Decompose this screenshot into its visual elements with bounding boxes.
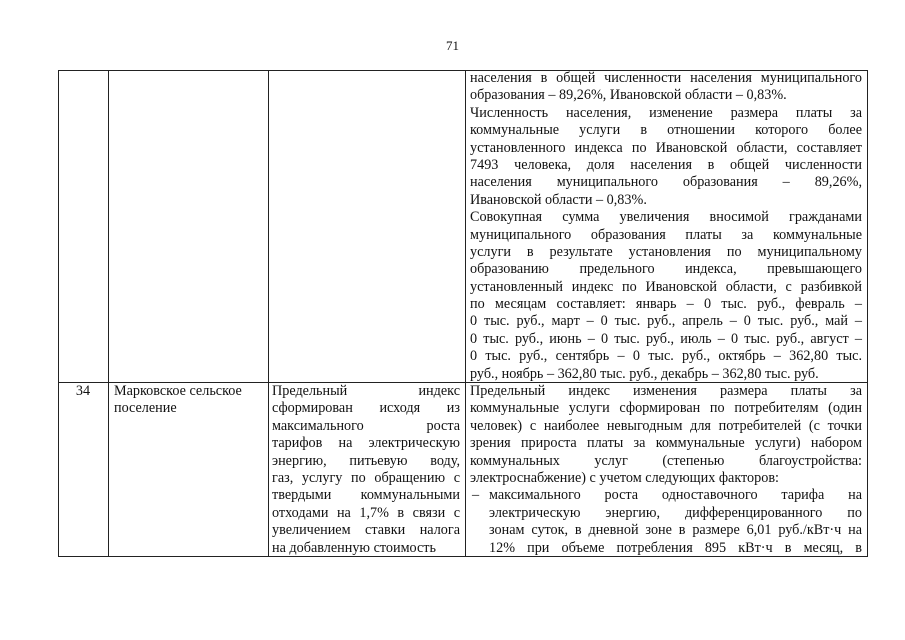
text-line: человек) с наиболее невыгодным для потребителей (с точки [470, 417, 862, 434]
column-divider [465, 70, 466, 557]
text-line: населения в общей численности населения муниципального [470, 70, 862, 86]
text-line: электроснабжение) с учетом следующих факторов: [470, 469, 779, 486]
list-item [470, 487, 862, 557]
text-line: установленного индекса по Ивановской области, составляет [470, 139, 862, 156]
index-reason [272, 383, 460, 557]
text-line: Марковское сельское [114, 383, 242, 399]
text-line: энергию, питьевую воду, [272, 452, 460, 469]
text-line: максимального роста [272, 417, 460, 434]
text-line: Ивановской области – 0,83%. [470, 191, 647, 208]
text-line: максимального роста одноставочного тарифа на [489, 487, 862, 504]
list-dash-marker: – [472, 487, 480, 504]
text-line: тарифов на электрическую [272, 435, 460, 452]
text-line: 7493 человека, доля населения в общей численности [470, 156, 862, 173]
text-line: Предельный индекс [272, 383, 460, 399]
text-line: отходами на 1,7% в связи с [272, 504, 460, 521]
text-line: установленный индекс по Ивановской области, с разбивкой [470, 278, 862, 295]
text-line: сформирован исходя из [272, 400, 460, 417]
table-row-description [470, 383, 862, 557]
text-line: по месяцам составляет: январь – 0 тыс. руб., февраль – [470, 296, 862, 313]
text-line: Совокупная сумма увеличения вносимой гражданами [470, 209, 862, 226]
column-divider [268, 70, 269, 557]
text-line: газ, услугу по обращению с [272, 469, 460, 486]
text-line: услуги в результате установления по муниципальному [470, 243, 862, 260]
text-line: поселение [114, 400, 177, 417]
text-line: Предельный индекс изменения размера платы за [470, 383, 862, 399]
text-line: руб., ноябрь – 362,80 тыс. руб., декабрь – 362,80 тыс. руб. [470, 365, 819, 382]
text-line: увеличением ставки налога [272, 522, 460, 539]
text-line: 0 тыс. руб., март – 0 тыс. руб., апрель – 0 тыс. руб., май – [470, 313, 862, 330]
text-line: зрения прироста платы за коммунальные услуги) набором [470, 435, 862, 452]
text-line: коммунальных услуг (степенью благоустройства: [470, 452, 862, 469]
column-divider [58, 70, 59, 557]
text-line: 0 тыс. руб., сентябрь – 0 тыс. руб., октябрь – 362,80 тыс. [470, 348, 862, 365]
column-divider [108, 70, 109, 557]
text-line: населения муниципального образования – 89,26%, [470, 174, 862, 191]
text-line: образования – 89,26%, Ивановской области – 0,83%. [470, 87, 787, 104]
column-divider [867, 70, 868, 557]
row-number: 34 [75, 383, 91, 399]
table-row-description [470, 70, 862, 383]
municipality-name [114, 383, 264, 418]
text-line: коммунальные услуги в отношении которого более [470, 122, 862, 139]
text-line: зонам суток, в дневной зоне в размере 6,01 руб./кВт·ч на [489, 522, 862, 539]
text-line: твердыми коммунальными [272, 487, 460, 504]
text-line: Численность населения, изменение размера платы за [470, 104, 862, 121]
text-line: на добавленную стоимость [272, 539, 436, 556]
text-line: образованию предельного индекса, превышающего [470, 261, 862, 278]
page-number: 71 [446, 38, 459, 53]
text-line: 0 тыс. руб., июнь – 0 тыс. руб., июль – 0 тыс. руб., август – [470, 330, 862, 347]
text-line: коммунальные услуги сформирован по потребителям (один [470, 400, 862, 417]
text-line: электрическую энергию, дифференцированного по [489, 504, 862, 521]
text-line: 12% при объеме потребления 895 кВт·ч в месяц, в [489, 539, 862, 556]
text-line: муниципального образования платы за коммунальные [470, 226, 862, 243]
